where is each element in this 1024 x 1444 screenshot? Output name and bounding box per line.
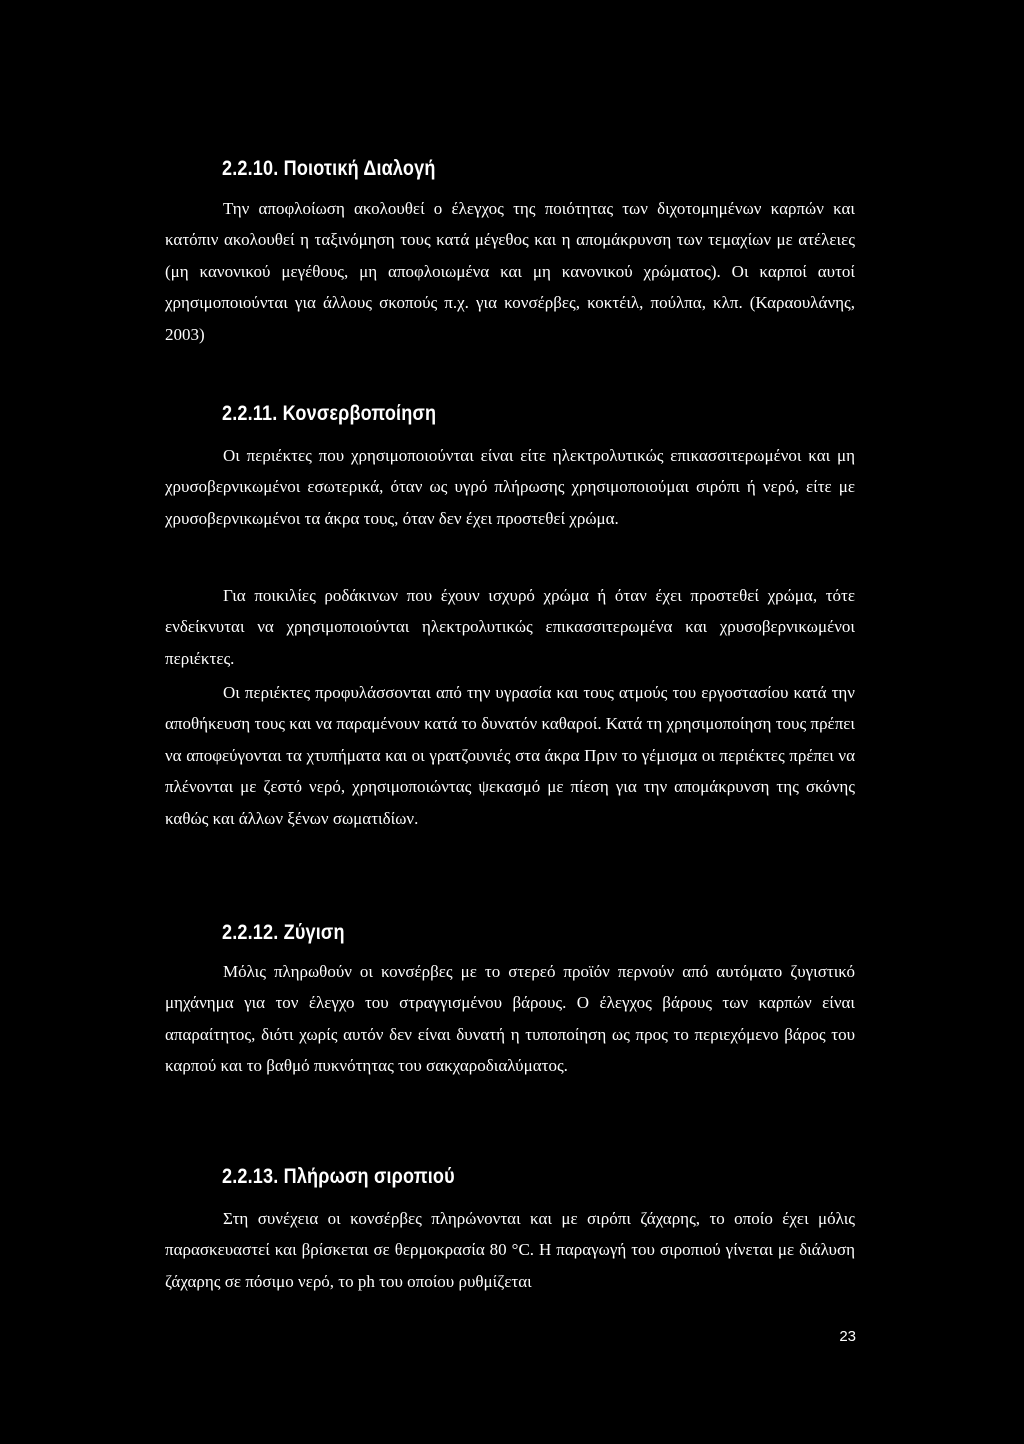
paragraph-quality-sorting: Την αποφλοίωση ακολουθεί ο έλεγχος της ποιότητας των διχοτομημένων καρπών και κατόπιν ακολουθεί η ταξινόμηση τους κατά μέγεθος και η απομάκρυνση των τεμαχίων με ατέλειες (μη κανονικού μεγέθους, μη αποφλοιωμένα και μη κανονικού χρώματος). Οι καρποί αυτοί χρησιμοποιούνται για άλλους σκοπούς π.χ. για κονσέρβες, κοκτέιλ, πούλπα, κλπ. (Καραουλάνης, 2003) <box>165 199 855 344</box>
paragraph-containers-types: Οι περιέκτες που χρησιμοποιούνται είναι είτε ηλεκτρολυτικώς επικασσιτερωμένοι και μη χρυσοβερνικωμένοι εσωτερικά, όταν ως υγρό πλήρωσης χρησιμοποιούμαι σιρόπι ή νερό, είτε με χρυσοβερνικωμένοι τα άκρα τους, όταν δεν έχει προστεθεί χρώμα. <box>165 446 855 528</box>
section-heading-2-2-10: 2.2.10. Ποιοτική Διαλογή <box>222 157 436 180</box>
paragraph-syrup-filling: Στη συνέχεια οι κονσέρβες πληρώνονται και με σιρόπι ζάχαρης, το οποίο έχει μόλις παρασκευαστεί και βρίσκεται σε θερμοκρασία 80 °C. Η παραγωγή του σιροπιού γίνεται με διάλυση ζάχαρης σε πόσιμο νερό, το ph του οποίου ρυθμίζεται <box>165 1209 855 1291</box>
paragraph-container-storage: Οι περιέκτες προφυλάσσονται από την υγρασία και τους ατμούς του εργοστασίου κατά την αποθήκευση τους και να παραμένουν κατά το δυνατόν καθαροί. Κατά τη χρησιμοποίηση τους πρέπει να αποφεύγονται τα χτυπήματα και οι γρατζουνιές στα άκρα Πριν το γέμισμα οι περιέκτες πρέπει να πλένονται με ζεστό νερό, χρησιμοποιώντας ψεκασμό με πίεση για την απομάκρυνση της σκόνης καθώς και άλλων ξένων σωματιδίων. <box>165 683 855 828</box>
section-heading-2-2-13: 2.2.13. Πλήρωση σιροπιού <box>222 1165 455 1188</box>
paragraph-weighing: Μόλις πληρωθούν οι κονσέρβες με το στερεό προϊόν περνούν από αυτόματο ζυγιστικό μηχάνημα για τον έλεγχο του στραγγισμένου βάρους. Ο έλεγχος βάρους των καρπών είναι απαραίτητος, διότι χωρίς αυτόν δεν είναι δυνατή η τυποποίηση ως προς το περιεχόμενο βάρος του καρπού και το βαθμό πυκνότητας του σακχαροδιαλύματος. <box>165 962 855 1076</box>
paragraph-colored-varieties: Για ποικιλίες ροδάκινων που έχουν ισχυρό χρώμα ή όταν έχει προστεθεί χρώμα, τότε ενδείκνυται να χρησιμοποιούνται ηλεκτρολυτικώς επικασσιτερωμένα και χρυσοβερνικωμένοι περιέκτες. <box>165 586 855 668</box>
section-heading-2-2-12: 2.2.12. Ζύγιση <box>222 921 345 944</box>
section-heading-2-2-11: 2.2.11. Κονσερβοποίηση <box>222 402 437 425</box>
page-number: 23 <box>839 1328 856 1345</box>
